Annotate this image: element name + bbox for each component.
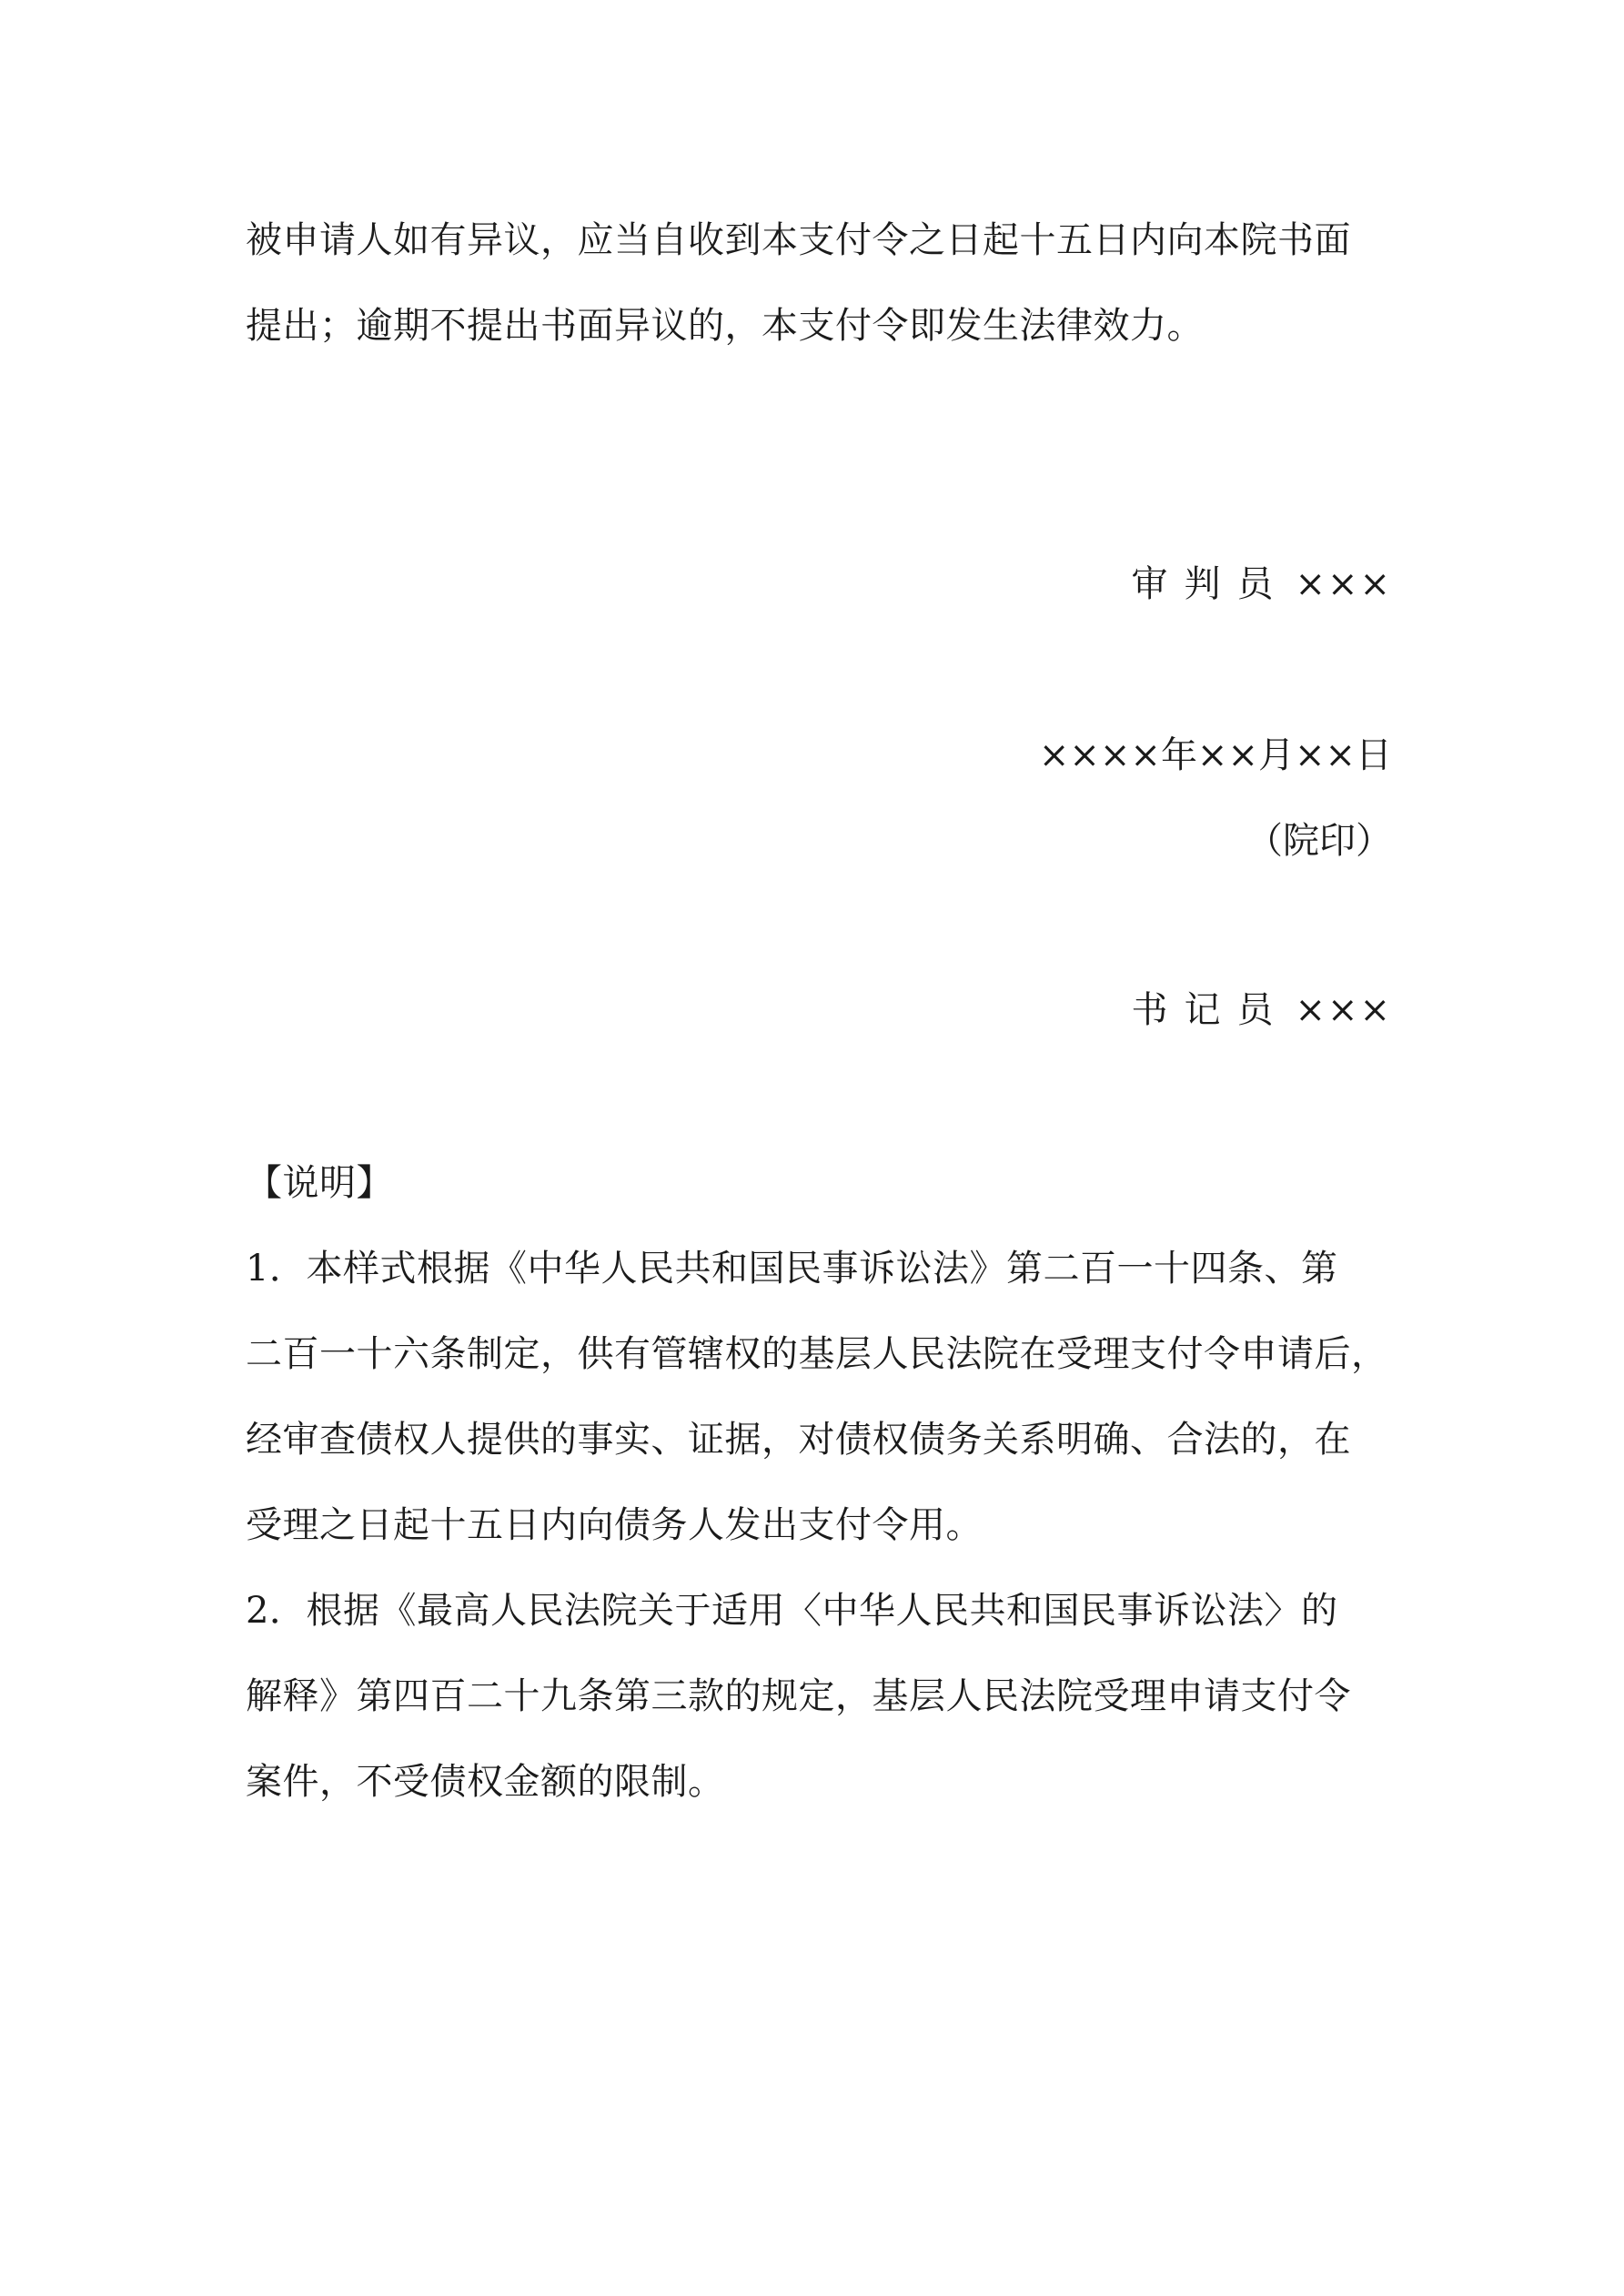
clerk-name: ××× bbox=[1295, 989, 1392, 1031]
clerk-label: 书记员 bbox=[1131, 989, 1290, 1031]
note-line-3: 经审查债权人提供的事实、证据，对债权债务关系明确、合法的，在 bbox=[246, 1419, 1351, 1461]
sign-date: ××××年××月××日 bbox=[1038, 734, 1392, 776]
body-line-1: 被申请人如有异议，应当自收到本支付令之日起十五日内向本院书面 bbox=[246, 219, 1351, 261]
body-line-2: 提出；逾期不提出书面异议的，本支付令即发生法律效力。 bbox=[246, 305, 1204, 347]
note-line-2: 二百一十六条制定，供有管辖权的基层人民法院在受理支付令申请后， bbox=[246, 1333, 1388, 1375]
note-line-5: 2．根据《最高人民法院关于适用〈中华人民共和国民事诉讼法〉的 bbox=[246, 1590, 1338, 1632]
judge-signature bbox=[1131, 562, 1392, 606]
court-seal: （院印） bbox=[1246, 820, 1392, 862]
judge-name: ××× bbox=[1295, 563, 1392, 605]
clerk-signature bbox=[1131, 988, 1392, 1032]
note-line-6: 解释》第四百二十九条第三款的规定，基层人民法院受理申请支付令 bbox=[246, 1675, 1351, 1717]
judge-label: 审判员 bbox=[1131, 563, 1290, 605]
notes-heading: 【说明】 bbox=[246, 1162, 393, 1204]
note-line-4: 受理之日起十五日内向债务人发出支付令用。 bbox=[246, 1504, 983, 1546]
note-line-1: 1．本样式根据《中华人民共和国民事诉讼法》第二百一十四条、第 bbox=[246, 1248, 1338, 1290]
note-line-7: 案件，不受债权金额的限制。 bbox=[246, 1761, 725, 1803]
